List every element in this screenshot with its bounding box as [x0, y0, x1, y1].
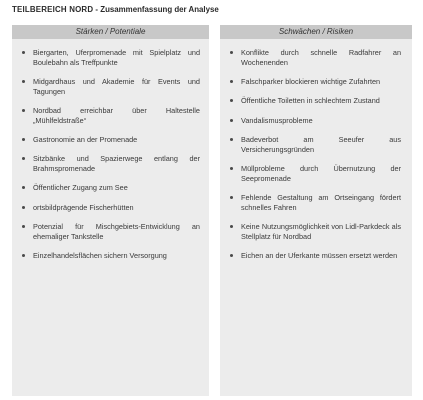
list-item-text: Konflikte durch schnelle Radfahrer an Wochenenden [241, 48, 401, 67]
list-item-text: Biergarten, Uferpromenade mit Spielplatz und Boulebahn als Treffpunkte [33, 48, 200, 67]
bullet-icon [230, 80, 233, 83]
bullet-icon [22, 225, 25, 228]
bullet-icon [230, 99, 233, 102]
list-item-text: Gastronomie an der Promenade [33, 134, 138, 144]
list-item [230, 96, 401, 106]
list-item-text: Müllprobleme durch Übernutzung der Seepromenade [241, 164, 401, 183]
list-item-text: ortsbildprägende Fischerhütten [33, 202, 134, 212]
bullet-icon [22, 109, 25, 112]
list-item [22, 48, 200, 67]
list-item-text: Badeverbot am Seeufer aus Versicherungsgründen [241, 135, 401, 154]
bullet-icon [230, 167, 233, 170]
bullet-icon [22, 206, 25, 209]
bullet-icon [22, 254, 25, 257]
list-item-text: Einzelhandelsflächen sichern Versorgung [33, 251, 167, 261]
bullet-icon [22, 186, 25, 189]
list-item [230, 116, 401, 126]
list-item [22, 183, 200, 193]
list-item-text: Keine Nutzungsmöglichkeit von Lidl-Parkdeck als Stellplatz für Nordbad [241, 222, 401, 241]
list-item [22, 203, 200, 213]
list-item [230, 251, 401, 261]
list-item-text: Nordbad erreichbar über Haltestelle „Mühlfeldstraße“ [33, 105, 200, 125]
bullet-icon [230, 51, 233, 54]
list-item [22, 135, 200, 145]
list-item-text: Sitzbänke und Spazierwege entlang der Brahmspromenade [33, 154, 200, 173]
bullet-icon [230, 196, 233, 199]
page-subtitle: Zusammenfassung der Analyse [100, 5, 219, 14]
list-item-text: Falschparker blockieren wichtige Zufahrten [241, 76, 381, 86]
strengths-panel [12, 25, 209, 396]
strengths-list [12, 39, 209, 261]
weaknesses-list [220, 39, 412, 261]
bullet-icon [22, 157, 25, 160]
list-item-text: Vandalismusprobleme [241, 115, 313, 125]
weaknesses-panel [220, 25, 412, 396]
list-item [22, 222, 200, 241]
list-item-text: Öffentlicher Zugang zum See [33, 183, 128, 193]
list-item [230, 135, 401, 154]
bullet-icon [22, 51, 25, 54]
list-item [230, 193, 401, 212]
bullet-icon [230, 254, 233, 257]
list-item [22, 106, 200, 125]
bullet-icon [230, 225, 233, 228]
list-item [230, 222, 401, 241]
list-item [22, 154, 200, 173]
bullet-icon [22, 80, 25, 83]
list-item-text: Eichen an der Uferkante müssen ersetzt werden [241, 251, 398, 261]
list-item [230, 48, 401, 67]
section-name: TEILBEREICH NORD [12, 5, 94, 14]
list-item [230, 77, 401, 87]
list-item [230, 164, 401, 183]
bullet-icon [230, 119, 233, 122]
strengths-heading: Stärken / Potentiale [12, 25, 209, 39]
list-item-text: Öffentliche Toiletten in schlechtem Zustand [241, 96, 380, 106]
list-item [22, 77, 200, 96]
page-title [12, 5, 219, 14]
list-item-text: Potenzial für Mischgebiets-Entwicklung an ehemaliger Tankstelle [33, 222, 200, 241]
list-item [22, 251, 200, 261]
list-item-text: Fehlende Gestaltung am Ortseingang fördert schnelles Fahren [241, 193, 401, 212]
list-item-text: Midgardhaus und Akademie für Events und Tagungen [33, 76, 200, 96]
bullet-icon [22, 138, 25, 141]
title-separator: - [93, 5, 101, 14]
weaknesses-heading: Schwächen / Risiken [220, 25, 412, 39]
bullet-icon [230, 138, 233, 141]
